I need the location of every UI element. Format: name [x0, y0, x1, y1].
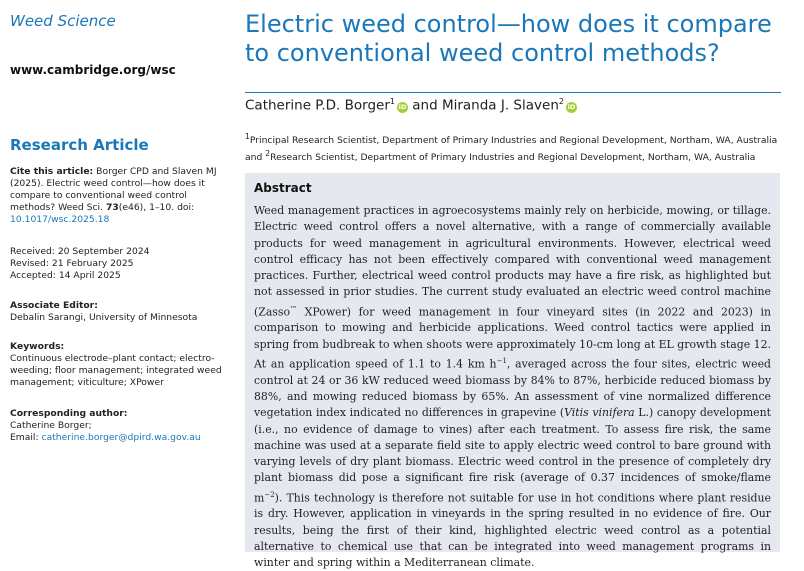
citation	[10, 166, 228, 226]
keywords-value: Continuous electrode–plant contact; electro-weeding; floor management; integrated weed management; viticulture; XPower	[10, 353, 222, 388]
affiliation-2-number: 2	[265, 149, 271, 159]
journal-name: Weed Science	[10, 12, 116, 30]
dates	[10, 246, 228, 282]
accepted-date: Accepted: 14 April 2025	[10, 270, 121, 281]
corresponding-name: Catherine Borger;	[10, 420, 92, 431]
affiliation-2-text: Research Scientist, Department of Primary Industries and Regional Development, Northam, WA, Australia	[270, 152, 756, 164]
author-conjunction: and	[407, 97, 442, 114]
journal-website[interactable]: www.cambridge.org/wsc	[10, 63, 176, 77]
affiliation-1-number: 1	[245, 132, 250, 141]
affiliations	[245, 130, 790, 164]
author-2: Miranda J. Slaven	[441, 97, 559, 114]
author-1-affil: 1	[389, 97, 395, 106]
article-type: Research Article	[10, 136, 149, 154]
abstract-part: XPower) for weed management in four vineyard sites (in 2022 and 2023) in comparison to mowing and herbicide applications. Weed control tactics were applied in spring from budbreak to when shoots were approximately 10-cm long at EL growth stage 12. At an application speed of 1.1 to 1.4 km h	[254, 305, 771, 371]
associate-editor	[10, 300, 228, 324]
citation-label: Cite this article:	[10, 166, 94, 177]
orcid-icon[interactable]: iD	[567, 102, 576, 111]
affiliation-1	[245, 130, 790, 147]
citation-text: Borger CPD and Slaven MJ (2025). Electric weed control—how does it compare to conventional weed control methods? Weed Sci.	[10, 166, 217, 213]
doi-link[interactable]: 10.1017/wsc.2025.18	[10, 214, 110, 225]
orcid-icon[interactable]: iD	[398, 102, 407, 111]
citation-volume: 73	[105, 202, 119, 213]
title-rule	[245, 92, 781, 93]
corresponding-email-line	[10, 432, 228, 444]
abstract-text	[254, 203, 771, 571]
associate-editor-value: Debalin Sarangi, University of Minnesota	[10, 312, 198, 323]
abstract-heading: Abstract	[254, 181, 312, 195]
author-2-affil: 2	[558, 97, 564, 106]
keywords-label: Keywords:	[10, 341, 65, 352]
corresponding-author	[10, 408, 228, 444]
unit-exponent: −1	[496, 356, 507, 365]
affiliation-1-text: Principal Research Scientist, Department of Primary Industries and Regional Development, Northam, WA, Australia	[249, 135, 778, 147]
citation-pages: (e46), 1–10. doi:	[118, 202, 195, 213]
email-link[interactable]: catherine.borger@dpird.wa.gov.au	[41, 432, 201, 443]
email-label: Email:	[10, 432, 42, 443]
abstract-part: L.) canopy development (i.e., no evidence of damage to vines) after each treatment. To assess fire risk, the same machine was used at a separate field site to apply electric weed control to bare ground with varying levels of dry plant biomass. Electric weed control in the presence of completely dry plant biomass did pose a significant fire risk (average of 0.37 incidences of smoke/flame m	[254, 406, 772, 505]
associate-editor-label: Associate Editor:	[10, 300, 98, 311]
abstract-part: Weed management practices in agroecosystems mainly rely on herbicide, mowing, or tillage. Electric weed control offers a novel alternative, with a range of commercially available products for weed management in agricultural environments. However, electrical weed control efficacy has not been effectively compared with conventional weed management practices. Further, electrical weed control products may have a fire risk, as highlighted but not assessed in prior studies. The current study evaluated an electric weed control machine (Zasso	[254, 204, 771, 319]
species-name: Vitis vinifera	[564, 406, 635, 420]
abstract-part: ). This technology is therefore not suitable for use in hot conditions where plant residue is dry. However, application in vineyards in the spring resulted in no evidence of fire. Our results, being the first of their kind, highlighted electric weed control as a potential alternative to chemical use that can be integrated into weed management programs in winter and spring within a Mediterranean climate.	[254, 491, 771, 570]
abstract-box	[245, 173, 780, 570]
keywords	[10, 341, 228, 389]
unit-exponent: −2	[264, 490, 275, 499]
affiliation-2-prefix: and	[245, 152, 266, 164]
trademark-symbol: ™	[290, 304, 298, 313]
corresponding-label: Corresponding author:	[10, 408, 128, 419]
abstract-part: , averaged across the four sites, electric weed control at 24 or 36 kW reduced weed biomass by 84% to 87%, herbicide reduced biomass by 88%, and mowing reduced biomass by 65%. An assessment of vine normalized difference vegetation index indicated no differences in grapevine (	[254, 357, 771, 420]
article-title: Electric weed control—how does it compare to conventional weed control methods?	[245, 10, 772, 67]
affiliation-2	[245, 147, 790, 164]
revised-date: Revised: 21 February 2025	[10, 258, 134, 269]
author-1: Catherine P.D. Borger	[245, 97, 390, 114]
received-date: Received: 20 September 2024	[10, 246, 150, 257]
authors	[245, 97, 577, 114]
